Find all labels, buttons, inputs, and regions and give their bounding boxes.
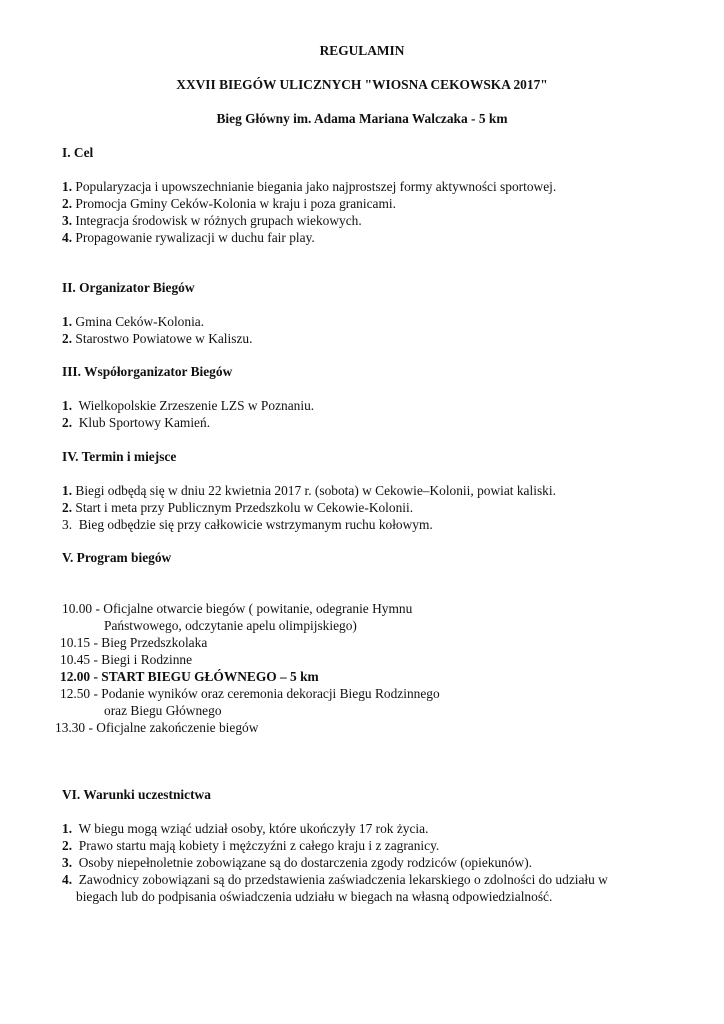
list-item: 4. Zawodnicy zobowiązani są do przedstawienia zaświadczenia lekarskiego o zdolności do udziału w [62, 872, 608, 887]
section-heading-program: V. Program biegów [62, 550, 172, 565]
list-item: 2. Promocja Gminy Ceków-Kolonia w kraju i poza granicami. [62, 196, 396, 211]
document-title: REGULAMIN [319, 43, 405, 58]
program-line: 13.30 - Oficjalne zakończenie biegów [55, 720, 259, 735]
program-line: 12.50 - Podanie wyników oraz ceremonia dekoracji Biegu Rodzinnego [60, 686, 440, 701]
list-item: 1. Gmina Ceków-Kolonia. [62, 314, 205, 329]
program-line-main-race: 12.00 - START BIEGU GŁÓWNEGO – 5 km [60, 669, 319, 684]
section-heading-cel: I. Cel [62, 145, 94, 160]
list-item: 3. Integracja środowisk w różnych grupach wiekowych. [62, 213, 362, 228]
list-item: 1. Biegi odbędą się w dniu 22 kwietnia 2017 r. (sobota) w Cekowie–Kolonii, powiat kaliski. [62, 483, 556, 498]
list-item: 2. Start i meta przy Publicznym Przedszkolu w Cekowie-Kolonii. [62, 500, 414, 515]
main-race-title: Bieg Główny im. Adama Mariana Walczaka - 5 km [216, 111, 508, 126]
list-item: 3. Osoby niepełnoletnie zobowiązane są do dostarczenia zgody rodziców (opiekunów). [62, 855, 533, 870]
list-item: 1. Wielkopolskie Zrzeszenie LZS w Poznaniu. [62, 398, 315, 413]
list-item: 4. Propagowanie rywalizacji w duchu fair play. [62, 230, 315, 245]
program-line: 10.15 - Bieg Przedszkolaka [60, 635, 208, 650]
list-item: 3. Bieg odbędzie się przy całkowicie wstrzymanym ruchu kołowym. [62, 517, 433, 532]
program-line: Państwowego, odczytanie apelu olimpijskiego) [104, 618, 357, 633]
section-heading-termin: IV. Termin i miejsce [62, 449, 177, 464]
program-line: oraz Biegu Głównego [104, 703, 222, 718]
list-item: 2. Prawo startu mają kobiety i mężczyźni z całego kraju i z zagranicy. [62, 838, 440, 853]
list-item: 1. W biegu mogą wziąć udział osoby, które ukończyły 17 rok życia. [62, 821, 429, 836]
section-heading-warunki: VI. Warunki uczestnictwa [62, 787, 211, 802]
list-item: 2. Klub Sportowy Kamień. [62, 415, 211, 430]
section-heading-organizator: II. Organizator Biegów [62, 280, 195, 295]
program-line: 10.45 - Biegi i Rodzinne [60, 652, 193, 667]
list-item: 2. Starostwo Powiatowe w Kaliszu. [62, 331, 253, 346]
list-item: 1. Popularyzacja i upowszechnianie biegania jako najprostszej formy aktywności sportowej. [62, 179, 557, 194]
section-heading-wspolorganizator: III. Współorganizator Biegów [62, 364, 233, 379]
document-subtitle: XXVII BIEGÓW ULICZNYCH "WIOSNA CEKOWSKA 2017" [176, 77, 548, 92]
list-item-continuation: biegach lub do podpisania oświadczenia udziału w biegach na własną odpowiedzialność. [76, 889, 553, 904]
program-line: 10.00 - Oficjalne otwarcie biegów ( powitanie, odegranie Hymnu [62, 601, 413, 616]
